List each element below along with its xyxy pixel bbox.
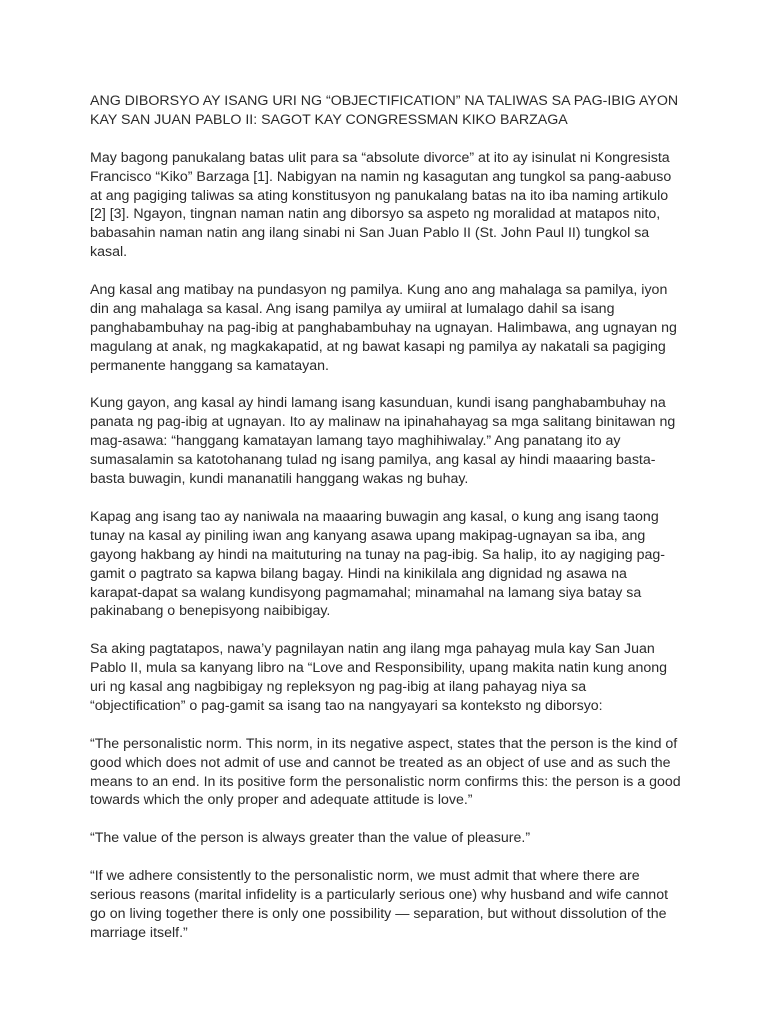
- quote-separation: “If we adhere consistently to the personalistic norm, we must admit that where there are serious reasons (marital infidelity is a particularly serious one) why husband and wife cannot go on living together there is only one possibility — separation, but without dissolution of the marriage itself.”: [90, 868, 669, 941]
- quote-personalistic-norm: “The personalistic norm. This norm, in its negative aspect, states that the person is the kind of good which does not admit of use and cannot be treated as an object of use and as such the means to an end. In its positive form the personalistic norm confirms this: the person is a good towards which the only proper and adequate attitude is love.”: [90, 735, 681, 809]
- document-title: ANG DIBORSYO AY ISANG URI NG “OBJECTIFICATION” NA TALIWAS SA PAG-IBIG AYON KAY SAN JUAN PABLO II: SAGOT KAY CONGRESSMAN KIKO BARZAGA: [90, 93, 679, 128]
- quote-value-of-person: “The value of the person is always greater than the value of pleasure.”: [90, 830, 531, 847]
- paragraph-intro: May bagong panukalang batas ulit para sa “absolute divorce” at ito ay isinulat ni Kongresista Francisco “Kiko” Barzaga [1]. Nabigyan na namin ng kasagutan ang tungkol sa pang-aabuso at ang pagiging taliwas sa ating konstitusyon ng panukalang batas na ito iba naming artikulo [2] [3]. Ngayon, tingnan naman natin ang diborsyo sa aspeto ng moralidad at matapos nito, babasahin naman natin ang ilang sinabi ni San Juan Pablo II (St. John Paul II) tungkol sa kasal.: [90, 149, 672, 261]
- document-body: [90, 92, 682, 962]
- paragraph-conclusion: Sa aking pagtatapos, nawa’y pagnilayan natin ang ilang mga pahayag mula kay San Juan Pablo II, mula sa kanyang libro na “Love and Responsibility, upang makita natin kung anong uri ng kasal ang nagbibigay ng repleksyon ng pag-ibig at ilang pahayag niya sa “objectification” o pag-gamit sa isang tao na nangyayari sa konteksto ng diborsyo:: [90, 641, 668, 714]
- paragraph-objectification: Kapag ang isang tao ay naniwala na maaaring buwagin ang kasal, o kung ang isang taong tunay na kasal ay piniling iwan ang kanyang asawa upang makipag-ugnayan sa iba, ang gayong hakbang ay hindi na maituturing na tunay na pag-ibig. Sa halip, ito ay nagiging pag-gamit o pagtrato sa kapwa bilang bagay. Hindi na kinikilala ang dignidad ng asawa na karapat-dapat sa walang kundisyong pagmamahal; minamahal na lamang siya batay sa pakinabang o benepisyong naibibigay.: [90, 508, 666, 620]
- paragraph-lifelong-vow: Kung gayon, ang kasal ay hindi lamang isang kasunduan, kundi isang panghabambuhay na panata ng pag-ibig at ugnayan. Ito ay malinaw na ipinahahayag sa mga salitang binitawan ng mag-asawa: “hanggang kamatayan lamang tayo maghihiwalay.” Ang panatang ito ay sumasalamin sa katotohanang tulad ng isang pamilya, ang kasal ay hindi maaaring basta-basta buwagin, kundi mananatili hanggang wakas ng buhay.: [90, 395, 676, 488]
- paragraph-marriage-foundation: Ang kasal ang matibay na pundasyon ng pamilya. Kung ano ang mahalaga sa pamilya, iyon din ang mahalaga sa kasal. Ang isang pamilya ay umiiral at lumalago dahil sa isang panghabambuhay na pag-ibig at panghabambuhay na ugnayan. Halimbawa, ang ugnayan ng magulang at anak, ng magkakapatid, at ng bawat kasapi ng pamilya ay nakatali sa pagiging permanente hanggang sa kamatayan.: [90, 282, 677, 374]
